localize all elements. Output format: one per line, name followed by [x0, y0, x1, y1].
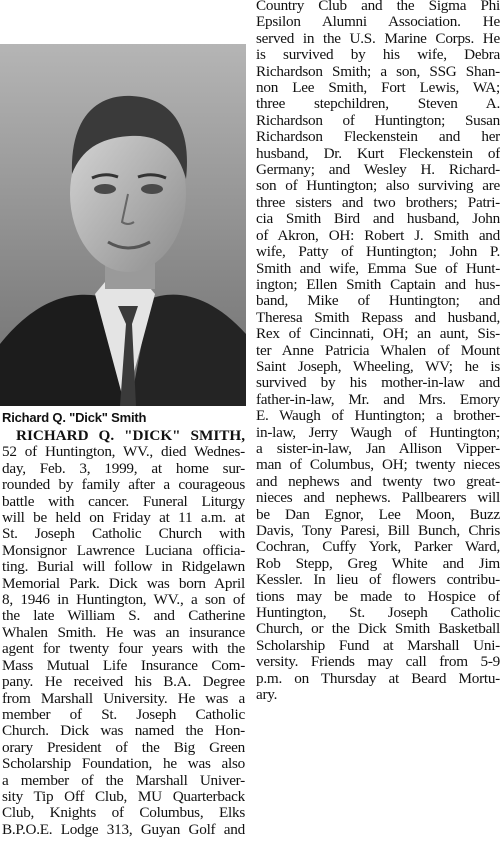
obituary-column-left	[2, 428, 245, 838]
obituary-line: Richardson of Huntington; Susan	[256, 112, 500, 129]
obituary-line: man of Columbus, OH; twenty nieces	[256, 457, 500, 474]
obituary-line: Epsilon Alumni Association. He	[256, 14, 500, 31]
obituary-line: ary.	[256, 687, 278, 704]
obituary-line: RICHARD Q. "DICK" SMITH,	[16, 428, 245, 444]
obituary-line: ington; Ellen Smith Captain and hus-	[256, 276, 500, 293]
obituary-line: ter Anne Patricia Whalen of Mount	[256, 342, 500, 359]
portrait-photo	[0, 44, 246, 406]
obituary-line: three sisters and two brothers; Patri-	[256, 194, 500, 211]
obituary-line: orary President of the Big Green	[2, 739, 245, 756]
obituary-line: Cochran, Cuffy York, Parker Ward,	[256, 539, 500, 556]
obituary-line: Mass Mutual Life Insurance Com-	[2, 657, 245, 674]
obituary-line: Whalen Smith. He was an insurance	[2, 624, 245, 641]
portrait-illustration	[0, 44, 246, 406]
obituary-line: pany. He received his B.A. Degree	[2, 674, 245, 691]
obituary-line: Monsignor Lawrence Luciana officia-	[2, 542, 245, 559]
obituary-line: the late William S. and Catherine	[2, 608, 245, 625]
obituary-line: E. Waugh of Huntington; a brother-	[256, 408, 500, 425]
obituary-line: in-law, Jerry Waugh of Huntington;	[256, 424, 500, 441]
obituary-line: Kessler. In lieu of flowers contribu-	[256, 572, 500, 589]
obituary-line: wife, Patty of Huntington; John P.	[256, 244, 500, 261]
obituary-line: Church, or the Dick Smith Basketball	[256, 621, 500, 638]
obituary-line: son of Huntington; also surviving are	[256, 178, 500, 195]
obituary-line: Rob Stepp, Greg White and Jim	[256, 555, 500, 572]
obituary-line: sity Tip Off Club, MU Quarterback	[2, 788, 245, 805]
obituary-line: non Lee Smith, Fort Lewis, WA;	[256, 80, 500, 97]
obituary-line: band, Mike of Huntington; and	[256, 293, 500, 310]
obituary-line: Huntington, St. Joseph Catholic	[256, 605, 500, 622]
obituary-line: Saint Joseph, Wheeling, WV; he is	[256, 358, 500, 375]
obituary-line: from Marshall University. He was a	[2, 690, 245, 707]
obituary-line: cia Smith Bird and husband, John	[256, 211, 500, 228]
obituary-line: versity. Friends may call from 5-9	[256, 654, 500, 671]
obituary-line: Club, Knights of Columbus, Elks	[2, 805, 245, 822]
obituary-line: three stepchildren, Steven A.	[256, 96, 500, 113]
obituary-line: Richardson Fleckenstein and her	[256, 129, 500, 146]
obituary-line: Country Club and the Sigma Phi	[256, 0, 500, 14]
obituary-line: father-in-law, Mr. and Mrs. Emory	[256, 391, 500, 408]
obituary-line: husband, Dr. Kurt Fleckenstein of	[256, 145, 500, 162]
obituary-line: 52 of Huntington, WV., died Wednes-	[2, 444, 245, 461]
obituary-line: is survived by his wife, Debra	[256, 47, 500, 64]
obituary-line: Smith and wife, Emma Sue of Hunt-	[256, 260, 500, 277]
obituary-line: and nephews and twenty two great-	[256, 473, 500, 490]
obituary-line: Germany; and Wesley H. Richard-	[256, 162, 500, 179]
obituary-line: Scholarship Foundation, he was also	[2, 756, 245, 773]
obituary-line: Richardson Smith; a son, SSG Shan-	[256, 63, 500, 80]
obituary-line: Theresa Smith Repass and husband,	[256, 309, 500, 326]
obituary-line: B.P.O.E. Lodge 313, Guyan Golf and	[2, 821, 245, 838]
obituary-line: tions may be made to Hospice of	[256, 588, 500, 605]
obituary-line: battle with cancer. Funeral Liturgy	[2, 493, 245, 510]
obituary-line: Memorial Park. Dick was born April	[2, 575, 245, 592]
obituary-line: a member of the Marshall Univer-	[2, 772, 245, 789]
obituary-line: a sister-in-law, Jan Allison Vipper-	[256, 440, 500, 457]
obituary-line: ting. Burial will follow in Ridgelawn	[2, 559, 245, 576]
obituary-line: survived by his mother-in-law and	[256, 375, 500, 392]
obituary-line: nieces and nephews. Pallbearers will	[256, 490, 500, 507]
obituary-line: member of St. Joseph Catholic	[2, 706, 245, 723]
obituary-line: Scholarship Fund at Marshall Uni-	[256, 637, 500, 654]
obituary-line: agent for twenty four years with the	[2, 641, 245, 658]
obituary-line: Davis, Tony Paresi, Bill Bunch, Chris	[256, 523, 500, 539]
obituary-line: p.m. on Thursday at Beard Mortu-	[256, 670, 500, 687]
obituary-line: will be held on Friday at 11 a.m. at	[2, 510, 245, 527]
photo-caption: Richard Q. "Dick" Smith	[2, 410, 147, 425]
obituary-line: served in the U.S. Marine Corps. He	[256, 30, 500, 47]
obituary-line: of Akron, OH: Robert J. Smith and	[256, 227, 500, 244]
obituary-line: 8, 1946 in Huntington, WV., a son of	[2, 592, 245, 609]
obituary-line: day, Feb. 3, 1999, at home sur-	[2, 460, 245, 477]
obituary-line: St. Joseph Catholic Church with	[2, 526, 245, 543]
obituary-line: rounded by family after a courageous	[2, 477, 245, 494]
obituary-line: be Dan Egnor, Lee Moon, Buzz	[256, 506, 500, 523]
obituary-line: Rex of Cincinnati, OH; an aunt, Sis-	[256, 326, 500, 343]
obituary-column-right	[256, 0, 500, 703]
obituary-line: Church. Dick was named the Hon-	[2, 723, 245, 740]
